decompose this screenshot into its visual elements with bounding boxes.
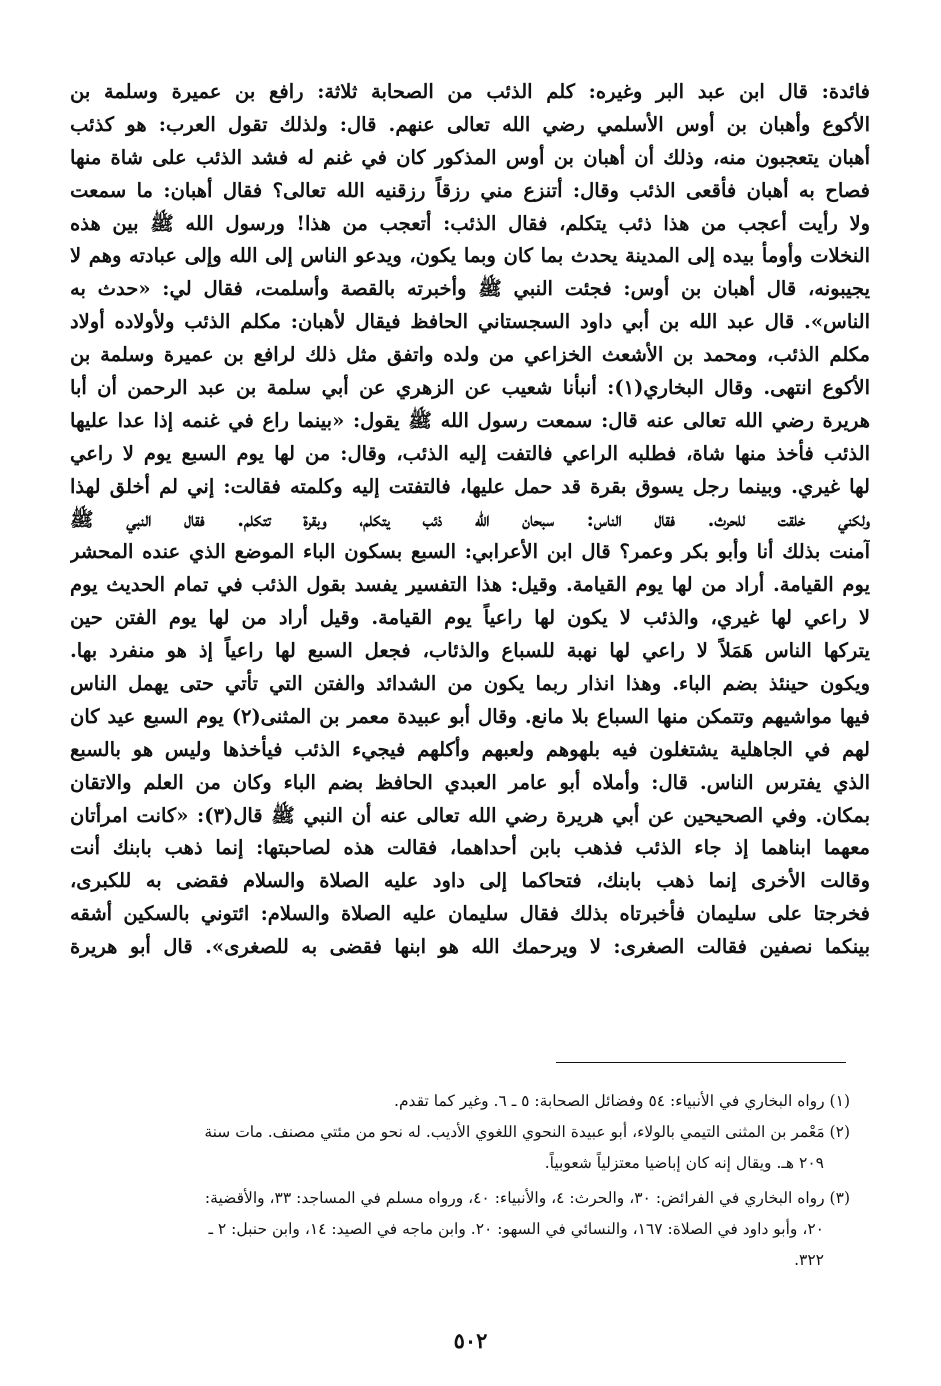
body-line-11: هريرة رضي الله تعالى عنه قال: سمعت رسول الله ﷺ يقول: «بينما راع في غنمه إذا عدا عليها <box>70 408 870 432</box>
footnote-1: (١) رواه البخاري في الأنبياء: ٥٤ وفضائل الصحابة: ٥ ـ ٦. وغير كما تقدم. <box>394 1092 850 1110</box>
footnote-3-end: ٣٢٢. <box>794 1251 824 1269</box>
body-line-16: يوم القيامة. أراد من لها يوم القيامة. وقيل: هذا التفسير يفسد بقول الذئب في تمام الحديث يوم <box>70 573 870 597</box>
body-line-25: وقالت الأخرى إنما ذهب بابنك، فتحاكما إلى داود عليه الصلاة والسلام فقضى به للكبرى، <box>70 869 870 893</box>
main-body-text <box>70 76 870 964</box>
body-line-21: لهم في الجاهلية يشتغلون فيه بلهوهم ولعبهم وأكلهم فيجيء الذئب فيأخذها وليس هو بالسبع <box>70 737 870 761</box>
body-line-6: النخلات وأومأ بيده إلى المدينة يحدث بما كان وبما يكون، ويدعو الناس إلى الله وإلى عبادته وهم لا <box>70 244 870 268</box>
body-line-1: فائدة: قال ابن عبد البر وغيره: كلم الذئب من الصحابة ثلاثة: رافع بن عميرة وسلمة بن <box>70 80 870 103</box>
body-line-10: الأكوع انتهى. وقال البخاري(١): أنبأنا شعيب عن الزهري عن أبي سلمة بن عبد الرحمن أن أبا <box>70 376 870 400</box>
footnote-2-continued: ٢٠٩ هـ. ويقال إنه كان إباضيا معتزلياً شعوبياً. <box>544 1154 824 1172</box>
body-line-18: يتركها الناس هَمَلاً لا راعي لها نهبة للسباع والذئاب، فجعل السبع لها راعياً إذ هو منفرد بها. <box>70 639 870 663</box>
body-line-9: مكلم الذئب، ومحمد بن الأشعث الخزاعي من ولده واتفق مثل ذلك لرافع بن عميرة وسلمة بن <box>70 343 870 367</box>
footnote-3: (٣) رواه البخاري في الفرائض: ٣٠، والحرث: ٤، والأنبياء: ٤٠، ورواه مسلم في المساجد: ٣٣، والأقضية: <box>204 1189 850 1207</box>
body-line-3: أهبان يتعجبون منه، وذلك أن أهبان بن أوس المذكور كان في غنم له فشد الذئب على شاة منها <box>70 145 870 169</box>
page-number: ٥٠٢ <box>453 1328 488 1353</box>
body-line-12: الذئب فأخذ منها شاة، فطلبه الراعي فالتفت إليه الذئب، وقال: من لها يوم السبع يوم لا راعي <box>70 441 870 465</box>
body-line-14: ولكني خلقت للحرث. فقال الناس: سبحان الله ذئب يتكلم، وبقرة تتكلم. فقال النبي ﷺ <box>70 507 870 531</box>
body-line-13: لها غيري. وبينما رجل يسوق بقرة قد حمل عليها، فالتفتت إليه وكلمته فقالت: إني لم أخلق لهذا <box>70 474 870 498</box>
body-line-27: بينكما نصفين فقالت الصغرى: لا ويرحمك الله هو ابنها فقضى به للصغرى». قال أبو هريرة <box>70 935 870 959</box>
body-line-7: يجيبونه، قال أهبان بن أوس: فجئت النبي ﷺ وأخبرته بالقصة وأسلمت، فقال لي: «حدث به <box>70 277 870 301</box>
body-line-2: الأكوع وأهبان بن أوس الأسلمي رضي الله تعالى عنهم. قال: ولذلك تقول العرب: هو كذئب <box>70 112 870 136</box>
body-line-24: معهما ابناهما إذ جاء الذئب فذهب بابن أحداهما، فقالت هذه لصاحبتها: إنما ذهب بابنك أنت <box>70 836 870 860</box>
footnote-separator <box>556 1062 846 1063</box>
footnotes <box>70 1086 850 1276</box>
body-line-17: لا راعي لها غيري، والذئب لا يكون لها راعياً يوم القيامة. وقيل أراد من لها يوم الفتن حين <box>70 606 870 630</box>
footnote-2: (٢) مَعْمر بن المثنى التيمي بالولاء، أبو عبيدة النحوي اللغوي الأديب. له نحو من مئتي مصنف. مات سنة <box>204 1123 850 1141</box>
body-line-19: ويكون حينئذ بضم الباء. وهذا انذار ربما يكون من الشدائد والفتن التي تأتي حتى يهمل الناس <box>70 672 870 696</box>
body-line-23: بمكان. وفي الصحيحين عن أبي هريرة رضي الله تعالى عنه أن النبي ﷺ قال(٣): «كانت امرأتان <box>70 803 870 827</box>
body-line-5: ولا رأيت أعجب من هذا ذئب يتكلم، فقال الذئب: أتعجب من هذا! ورسول الله ﷺ بين هذه <box>70 211 870 235</box>
body-line-26: فخرجتا على سليمان فأخبرتاه بذلك فقال سليمان عليه الصلاة والسلام: ائتوني بالسكين أشقه <box>70 902 870 926</box>
footnote-3-continued: ٢٠، وأبو داود في الصلاة: ١٦٧، والنسائي في السهو: ٢٠. وابن ماجه في الصيد: ١٤، وابن حنبل: ٢ ـ <box>208 1220 824 1238</box>
body-line-8: الناس». قال عبد الله بن أبي داود السجستاني الحافظ فيقال لأهبان: مكلم الذئب ولأولاده أولاد <box>70 310 870 334</box>
body-line-20: فيها مواشيهم وتتمكن منها السباع بلا مانع. وقال أبو عبيدة معمر بن المثنى(٢) يوم السبع عيد كان <box>70 704 870 728</box>
body-line-4: فصاح به أهبان فأقعى الذئب وقال: أتنزع مني رزقاً رزقنيه الله تعالى؟ فقال أهبان: ما سمعت <box>70 178 870 202</box>
body-line-15: آمنت بذلك أنا وأبو بكر وعمر؟ قال ابن الأعرابي: السبع بسكون الباء الموضع الذي عنده المحشر <box>70 540 870 564</box>
body-line-22: الذي يفترس الناس. قال: وأملاه أبو عامر العبدي الحافظ بضم الباء وكان من العلم والاتقان <box>70 770 870 794</box>
